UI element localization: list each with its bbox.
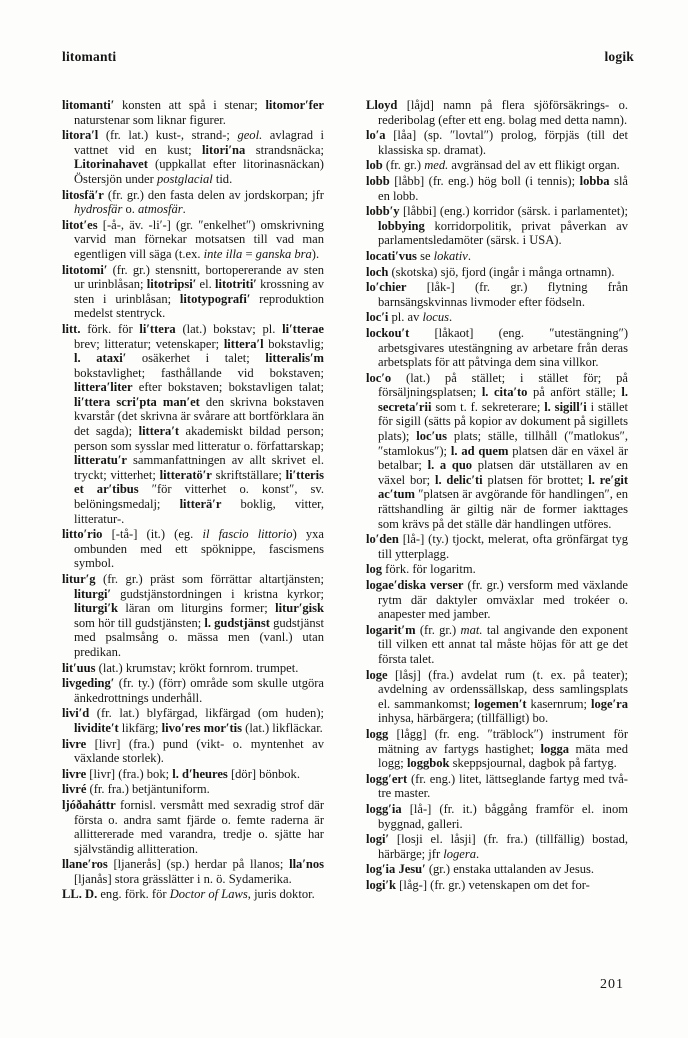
dictionary-entry [366, 862, 628, 877]
dictionary-entry [366, 265, 628, 280]
definition-text: ″för vitterhet o. konst″, sv. belöningsmedalj; [74, 482, 324, 512]
headword: l. sigill′i [544, 399, 587, 414]
headword: l. ad quem [450, 443, 509, 458]
headword: litotypografi′ [179, 291, 251, 306]
definition-text: . [467, 248, 471, 263]
headword: litteratu′r [74, 453, 127, 468]
headword: liturgi′k [74, 601, 118, 616]
definition-text: (fr. gr.) präst som förrättar altartjänsten; [95, 572, 324, 586]
headword: littera′t [138, 424, 180, 439]
definition-text: se [416, 248, 434, 263]
left-column [62, 98, 324, 903]
headword: l. gudstjänst [204, 615, 270, 630]
definition-text: [ljanerås] (sp.) herdar på llanos; [107, 857, 290, 872]
headword: lockou′t [366, 325, 410, 340]
definition-text: avlagrad i vattnet vid en kust; [74, 128, 325, 157]
definition-text: tal angivande den exponent till vilken ett annat tal måste höjas för att ge det första talet. [378, 622, 628, 666]
dictionary-entry [366, 668, 628, 726]
definition-text: som hör till gudstjänsten; [74, 615, 205, 630]
definition-text: [låsj] (fra.) avdelat rum (t. ex. på teater); avdelning av ordenssällskap, dess samlingsplats el. sammankomst; [378, 667, 628, 711]
dictionary-entry [62, 737, 324, 766]
headword: l. re′git ac′tum [378, 472, 629, 502]
definition-text: (fr. gr.) [415, 622, 461, 637]
headword: logi′k [366, 877, 397, 892]
definition-text: (fr. fra.) betjäntuniform. [86, 782, 210, 797]
headword: l. d′heures [172, 766, 228, 781]
definition-text: [låg-] (fr. gr.) vetenskapen om det for- [396, 877, 590, 892]
italic-term: locus [422, 310, 449, 325]
headword: li′tterae [282, 321, 324, 336]
dictionary-entry [366, 326, 628, 370]
dictionary-entry [62, 263, 324, 321]
definition-text: skriftställare; [211, 467, 286, 482]
definition-text: . [476, 846, 480, 861]
definition-text: skeppsjournal, dagbok på fartyg. [449, 756, 617, 771]
definition-text: strandsnäcka; [245, 142, 325, 157]
definition-text: mäta med logg; [378, 741, 628, 771]
headword: logi′ [366, 832, 390, 847]
headword: littera′liter [74, 380, 133, 395]
definition-text: reproduktion medelst stentryck. [74, 291, 324, 321]
definition-text: (gr.) enstaka uttalanden av Jesus. [425, 862, 594, 877]
headword: log′ia Jesu′ [366, 862, 426, 877]
headword: l. secreta′rii [378, 385, 629, 414]
headword: livo′res mor′tis [161, 720, 242, 735]
dictionary-entry [366, 174, 628, 203]
definition-text: [lågg] (fr. eng. ″träblock″) instrument för mätning av fartygs hastighet; [378, 726, 628, 756]
italic-term: mat. [460, 622, 483, 637]
dictionary-entry [62, 218, 324, 262]
definition-text: bokstavlighet; fasthållande vid bokstaven; [74, 365, 324, 380]
italic-term: lokativ [433, 248, 468, 263]
headword: litteratö′r [159, 467, 212, 482]
headword: li′ttera scri′pta man′et [74, 394, 200, 409]
definition-text: (fr. lat.) blyfärgad, likfärgad (om huden); [89, 706, 324, 721]
definition-text: [låa] (sp. ″lovtal″) prolog, förpjäs (till det klassiska sp. dramat). [378, 128, 628, 157]
headword: lobbying [378, 218, 425, 233]
headword: l. delic′ti [434, 472, 483, 487]
headword: litterä′r [179, 497, 222, 512]
headword: logemen′t [474, 696, 527, 711]
headword: litosfä′r [62, 187, 104, 202]
dictionary-entry [62, 676, 324, 705]
headword: litot′es [62, 217, 98, 232]
headword: lobb [366, 173, 390, 188]
definition-text: tid. [212, 171, 233, 186]
definition-text: [livr] (fra.) bok; [86, 766, 173, 781]
headword: livre [62, 736, 87, 751]
headword: lob [366, 158, 383, 173]
dictionary-entry [366, 878, 628, 893]
headword: litomor′fer [265, 98, 324, 112]
definition-text: [dör] bönbok. [227, 766, 300, 781]
headword: l. cita′to [481, 385, 528, 400]
definition-text: = [242, 246, 256, 261]
right-guide-word: logik [604, 49, 634, 64]
headword: lla′nos [289, 857, 324, 872]
definition-text: förk. för [80, 321, 140, 336]
headword: livgeding′ [62, 676, 115, 691]
definition-text: [låkaot] (eng. ″utestängning″) arbetsgivares utestängning av arbetare från deras arbetsplats för att påtvinga dem sina villkor. [378, 325, 628, 370]
headword: logg′ert [366, 771, 408, 786]
headword: litotomi′ [62, 262, 108, 277]
definition-text: [låbbi] (eng.) korridor (särsk. i parlamentet); [399, 204, 628, 219]
italic-term: inte illa [203, 246, 243, 261]
definition-text: slå en lobb. [378, 173, 628, 203]
headword: l. a quo [427, 458, 473, 473]
definition-text: (fr. gr.) [382, 158, 425, 173]
definition-text: (fr. gr.) stensnitt, bortopererande av sten ur urinblåsan; [74, 262, 324, 292]
headword: litomanti′ [62, 98, 115, 112]
headword: loge′ra [591, 696, 628, 711]
definition-text: inhysa, härbärgera; (tillfälligt) bo. [378, 711, 549, 726]
definition-text: [låbb] (fr. eng.) hög boll (i tennis); [389, 173, 580, 188]
definition-text: eng. förk. för [97, 887, 170, 902]
headword: livre [62, 766, 87, 781]
definition-text: efter bokstaven; bokstavligen talat; [132, 380, 324, 395]
dictionary-entry [366, 772, 628, 801]
definition-text: [lå-] (ty.) tjockt, melerat, ofta grönfärgat tyg till ytterplagg. [378, 532, 628, 561]
definition-text: (lat.) bokstav; pl. [175, 321, 283, 336]
dictionary-entry [366, 310, 628, 325]
headword: Litorinahavet [74, 157, 148, 172]
definition-text: fornisl. versmått med sexradig strof där första o. andra samt fjärde o. femte raderna är allittererade med varandra, tredje o. sjätte har självständig allitteration. [74, 797, 324, 856]
headword: logg′ia [366, 801, 402, 816]
headword: litteralis′m [265, 351, 324, 366]
definition-text: . [449, 310, 453, 325]
dictionary-entry [366, 802, 628, 831]
definition-text: ) yxa ombunden med ett spöknippe, fascismens symbol. [74, 527, 325, 571]
headword: log [366, 562, 383, 577]
dictionary-entry [62, 128, 324, 186]
headword: logae′diska verser [366, 578, 464, 592]
left-guide-word: litomanti [62, 49, 117, 64]
headword: litt. [62, 321, 81, 336]
headword: li′tteris et ar′tibus [74, 467, 324, 497]
dictionary-entry [366, 562, 628, 577]
definition-text: ″platsen är avgörande för handlingen″, en rättshandling är giltig när de former iakttages som krävs på det ställe där handlingen utföres. [378, 487, 628, 531]
dictionary-entry [62, 782, 324, 797]
dictionary-entry [366, 371, 628, 532]
dictionary-entry [366, 727, 628, 771]
headword: litora′l [62, 128, 99, 143]
headword: loc′i [366, 310, 389, 325]
dictionary-entry [62, 887, 324, 902]
headword: LL. D. [62, 887, 98, 902]
dictionary-entry [62, 798, 324, 856]
definition-text: naturstenar som liknar figurer. [74, 112, 226, 127]
headword: lit′uus [62, 660, 96, 675]
headword: llane′ros [62, 857, 108, 872]
definition-text: pl. av [388, 310, 423, 325]
definition-text: bokstavlig; [263, 336, 324, 351]
headword: litotripsi′ [146, 277, 197, 292]
headword: loggbok [406, 756, 450, 771]
headword: littera′l [223, 336, 264, 351]
definition-text: (fr. gr.) den fasta delen av jordskorpan; jfr [103, 187, 324, 202]
definition-text: , juris doktor. [247, 887, 315, 902]
dictionary-entry [366, 578, 628, 622]
dictionary-entry [366, 832, 628, 861]
definition-text: gudstjänstordningen i kristna kyrkor; [111, 586, 324, 601]
italic-term: atmosfär [138, 202, 183, 217]
dictionary-entry [62, 188, 324, 217]
headword: li′ttera [139, 321, 176, 336]
definition-text: [ljanås] stora grässlätter i n. ö. Sydamerika. [74, 871, 292, 886]
italic-term: postglacial [156, 171, 213, 186]
definition-text: avgränsad del av ett flikigt organ. [448, 158, 620, 173]
definition-text: sammanfattningen av allt skrivet el. tryckt; vitterhet; [74, 453, 324, 482]
definition-text: den skrivna bokstaven kvarstår (det skrivna är svårare att bortförklara än det sagda); [74, 394, 324, 439]
dictionary-entry [62, 527, 324, 571]
definition-text: plats; ställe, tillhåll (″matlokus″, ″stamlokus″); [378, 429, 628, 458]
definition-text: [låjd] namn på flera sjöförsäkrings- o. rederibolag (efter ett eng. bolag med detta namn). [378, 98, 628, 127]
definition-text: (fr. eng.) litet, lättseglande fartyg med två-tre master. [378, 771, 628, 801]
headword: lobba [579, 173, 610, 188]
italic-term: il fascio littorio [202, 527, 293, 542]
definition-text: [lå-] (fr. it.) båggång framför el. inom byggnad, galleri. [378, 801, 628, 831]
right-column [366, 98, 628, 893]
definition-text: ). [311, 246, 320, 261]
headword: lividite′t [74, 720, 119, 735]
headword: logga [540, 741, 570, 756]
italic-term: geol. [237, 128, 263, 143]
definition-text: o. [122, 202, 139, 217]
headword: loc′o [366, 370, 392, 385]
dictionary-entry [62, 98, 324, 127]
headword: litto′rio [62, 527, 103, 542]
definition-text: [låk-] (fr. gr.) flytning från barnsängskvinnas livmoder efter födseln. [378, 280, 628, 309]
dictionary-entry [366, 158, 628, 173]
headword: livré [62, 782, 87, 797]
definition-text: (lat.) på stället; i stället för; på försäljningsplatsen; [378, 370, 628, 400]
definition-text: (lat.) krumstav; krökt fornrom. trumpet. [95, 660, 299, 675]
dictionary-entry [62, 857, 324, 886]
dictionary-entry [366, 98, 628, 127]
headword: lo′chier [366, 280, 407, 295]
definition-text: krossning av sten i urinblåsan; [74, 277, 324, 306]
definition-text: (fr. lat.) kust-, strand-; [98, 128, 238, 143]
italic-term: hydrosfär [74, 202, 123, 217]
definition-text: (fr. gr.) versform med växlande rytm där daktyler omväxlar med trokéer o. anapester med jamber. [378, 578, 629, 622]
headword: Lloyd [366, 98, 398, 112]
headword: livi′d [62, 706, 90, 721]
definition-text: korridorpolitik, privat påverkan av parlamentsledamöter (särsk. i USA). [378, 218, 628, 248]
definition-text: [livr] (fra.) pund (vikt- o. myntenhet av växlande storlek). [74, 736, 324, 766]
dictionary-entry [62, 767, 324, 782]
definition-text: som t. f. sekreterare; [431, 399, 545, 414]
italic-term: logera [443, 846, 477, 861]
definition-text: i stället för sigill (sätts på kopior av dokument på sigillets plats); [378, 399, 629, 444]
headword: litotriti′ [214, 277, 257, 292]
definition-text: läran om liturgins former; [117, 601, 276, 616]
headword: l. ataxi′ [74, 351, 127, 366]
headword: logarit′m [366, 622, 416, 637]
headword: locati′vus [366, 248, 417, 263]
definition-text: platsen där utställaren av en växel bor; [378, 458, 628, 487]
headword: litur′g [62, 572, 96, 586]
dictionary-entry [366, 204, 628, 248]
definition-text: likfärg; [118, 720, 162, 735]
definition-text: gudstjänst med psalmsång o. mässa men (vanl.) utan predikan. [74, 615, 324, 659]
headword: ljóðaháttr [62, 797, 116, 812]
dictionary-entry [366, 280, 628, 309]
headword: loch [366, 264, 389, 279]
definition-text: (fr. ty.) (förr) område som skulle utgöra änkedrottnings underhåll. [74, 676, 324, 705]
definition-text: [-tå-] (it.) (eg. [102, 527, 203, 542]
definition-text: . [182, 202, 186, 217]
headword: litur′gisk [275, 601, 324, 616]
headword: logg [366, 726, 389, 741]
dictionary-entry [62, 572, 324, 660]
definition-text: kasernrum; [526, 696, 592, 711]
page-number: 201 [600, 977, 624, 992]
definition-text: platsen där en växel är betalbar; [378, 443, 628, 473]
definition-text: förk. för logaritm. [382, 562, 476, 577]
definition-text: boklig, vitter, litteratur-. [74, 497, 324, 526]
headword: lobb′y [366, 204, 400, 219]
dictionary-entry [62, 706, 324, 735]
headword: loge [366, 667, 388, 682]
definition-text: osäkerhet i talet; [126, 351, 266, 366]
italic-term: Doctor of Laws [169, 887, 248, 902]
headword: litori′na [202, 142, 246, 157]
italic-term: med. [424, 158, 449, 173]
definition-text: [-å-, äv. -li′-] (gr. ″enkelhet″) omskrivning varvid man förnekar motsatsen till vad man egentligen vill säga (t.ex. [74, 217, 324, 261]
definition-text: (uppkallat efter litorinasnäckan) Östersjön under [74, 157, 324, 186]
italic-term: ganska bra [255, 246, 312, 261]
definition-text: [losji el. låsji] (fr. fra.) (tillfällig) bostad, härbärge; jfr [378, 832, 628, 861]
definition-text: (lat.) likfläckar. [242, 720, 323, 735]
dictionary-entry [366, 532, 628, 561]
definition-text: akademiskt bildad person; person som sysslar med litteratur o. författarskap; [74, 424, 324, 453]
dictionary-entry [366, 128, 628, 157]
headword: loc′us [416, 429, 447, 444]
dictionary-entry [62, 322, 324, 526]
headword: lo′a [366, 128, 386, 143]
definition-text: konsten att spå i stenar; [114, 98, 266, 112]
dictionary-entry [62, 661, 324, 676]
definition-text: på anfört ställe; [527, 385, 622, 400]
definition-text: el. [196, 277, 215, 292]
definition-text: (skotska) sjö, fjord (ingår i många ortnamn). [388, 264, 615, 279]
dictionary-entry [366, 623, 628, 667]
headword: lo′den [366, 532, 399, 547]
dictionary-entry [366, 249, 628, 264]
headword: liturgi′ [74, 586, 111, 601]
definition-text: platsen för brottet; [482, 472, 589, 487]
definition-text: brev; litteratur; vetenskaper; [74, 336, 224, 351]
